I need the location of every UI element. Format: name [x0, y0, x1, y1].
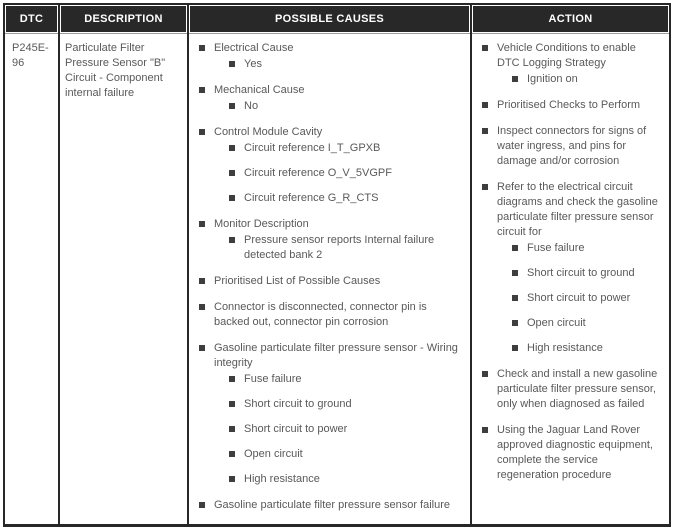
col-header-description: DESCRIPTION — [59, 4, 188, 33]
possible-cause-item — [199, 217, 460, 263]
action-item-text: Prioritised Checks to Perform — [497, 98, 641, 111]
possible-cause-subitem-text: Circuit reference G_R_CTS — [244, 191, 379, 204]
col-header-action: ACTION — [471, 4, 670, 33]
square-bullet-icon — [199, 278, 205, 284]
action-cell — [471, 33, 670, 525]
possible-cause-item — [199, 498, 460, 513]
possible-cause-subitem — [229, 233, 460, 263]
possible-cause-subitem — [229, 57, 460, 72]
possible-cause-subitem — [229, 141, 460, 156]
action-item-text: Refer to the electrical circuit diagrams and check the gasoline particulate filter pressure sensor circuit for — [497, 180, 658, 238]
square-bullet-icon — [229, 145, 235, 151]
possible-cause-subitem — [229, 166, 460, 181]
action-subitem-text: Short circuit to power — [527, 291, 631, 304]
action-sublist — [512, 72, 661, 87]
action-subitem-text: Short circuit to ground — [527, 266, 635, 279]
action-item-text: Inspect connectors for signs of water ingress, and pins for damage and/or corrosion — [497, 124, 647, 167]
square-bullet-icon — [512, 295, 518, 301]
square-bullet-icon — [482, 128, 488, 134]
action-item — [482, 367, 661, 412]
possible-cause-subitem-text: Fuse failure — [244, 372, 302, 385]
possible-cause-item-text: Monitor Description — [214, 217, 309, 230]
col-header-dtc: DTC — [4, 4, 59, 33]
possible-cause-subitem — [229, 397, 460, 412]
action-list — [482, 41, 661, 483]
possible-cause-subitem — [229, 99, 460, 114]
square-bullet-icon — [229, 237, 235, 243]
square-bullet-icon — [229, 451, 235, 457]
action-subitem-text: Fuse failure — [527, 241, 585, 254]
action-subitem — [512, 266, 661, 281]
square-bullet-icon — [512, 320, 518, 326]
square-bullet-icon — [482, 427, 488, 433]
square-bullet-icon — [512, 345, 518, 351]
possible-cause-item — [199, 41, 460, 72]
possible-cause-item-text: Prioritised List of Possible Causes — [214, 274, 381, 287]
action-subitem — [512, 291, 661, 306]
table-header-row — [4, 4, 670, 33]
possible-cause-sublist — [229, 57, 460, 72]
action-subitem-text: Ignition on — [527, 72, 578, 85]
square-bullet-icon — [482, 371, 488, 377]
possible-cause-sublist — [229, 99, 460, 114]
possible-cause-sublist — [229, 372, 460, 487]
action-item — [482, 124, 661, 169]
possible-causes-cell — [188, 33, 471, 525]
square-bullet-icon — [512, 270, 518, 276]
square-bullet-icon — [482, 45, 488, 51]
action-subitem-text: Open circuit — [527, 316, 586, 329]
action-item — [482, 98, 661, 113]
action-item-text: Using the Jaguar Land Rover approved diagnostic equipment, complete the service regeneration procedure — [497, 423, 653, 481]
dtc-table — [3, 3, 671, 527]
square-bullet-icon — [229, 426, 235, 432]
square-bullet-icon — [229, 376, 235, 382]
square-bullet-icon — [229, 195, 235, 201]
possible-cause-subitem-text: High resistance — [244, 472, 320, 485]
possible-cause-subitem-text: Yes — [244, 57, 262, 70]
possible-cause-item-text: Control Module Cavity — [214, 125, 323, 138]
action-item — [482, 423, 661, 483]
action-item-text: Check and install a new gasoline particulate filter pressure sensor, only when diagnosed as failed — [497, 367, 658, 410]
square-bullet-icon — [229, 61, 235, 67]
col-header-possible-causes: POSSIBLE CAUSES — [188, 4, 471, 33]
possible-cause-subitem — [229, 472, 460, 487]
square-bullet-icon — [482, 184, 488, 190]
possible-cause-item-text: Mechanical Cause — [214, 83, 305, 96]
possible-cause-item-text: Gasoline particulate filter pressure sensor failure — [214, 498, 451, 511]
square-bullet-icon — [199, 221, 205, 227]
action-item-text: Vehicle Conditions to enable DTC Logging Strategy — [497, 41, 636, 69]
possible-cause-item-text: Gasoline particulate filter pressure sensor - Wiring integrity — [214, 341, 458, 369]
possible-cause-item — [199, 125, 460, 206]
possible-cause-item-text: Connector is disconnected, connector pin is backed out, connector pin corrosion — [214, 300, 427, 328]
dtc-code: P245E-96 — [12, 41, 49, 69]
square-bullet-icon — [512, 76, 518, 82]
action-item — [482, 180, 661, 356]
possible-cause-subitem-text: No — [244, 99, 259, 112]
possible-cause-item — [199, 341, 460, 487]
description-cell — [59, 33, 188, 525]
action-sublist — [512, 241, 661, 356]
square-bullet-icon — [199, 87, 205, 93]
action-subitem — [512, 241, 661, 256]
square-bullet-icon — [229, 476, 235, 482]
possible-cause-sublist — [229, 141, 460, 206]
possible-cause-subitem — [229, 372, 460, 387]
action-subitem — [512, 316, 661, 331]
action-item — [482, 41, 661, 87]
square-bullet-icon — [512, 245, 518, 251]
possible-cause-subitem-text: Short circuit to ground — [244, 397, 352, 410]
possible-cause-subitem-text: Pressure sensor reports Internal failure detected bank 2 — [244, 233, 435, 261]
possible-cause-subitem-text: Short circuit to power — [244, 422, 348, 435]
square-bullet-icon — [199, 345, 205, 351]
square-bullet-icon — [482, 102, 488, 108]
square-bullet-icon — [199, 304, 205, 310]
possible-cause-subitem — [229, 422, 460, 437]
description-text: Particulate Filter Pressure Sensor "B" Circuit - Component internal failure — [65, 41, 166, 99]
dtc-cell — [4, 33, 59, 525]
action-subitem — [512, 72, 661, 87]
square-bullet-icon — [199, 502, 205, 508]
square-bullet-icon — [229, 401, 235, 407]
table-row — [4, 33, 670, 525]
possible-causes-list — [199, 41, 460, 513]
square-bullet-icon — [199, 45, 205, 51]
possible-cause-subitem — [229, 191, 460, 206]
possible-cause-item-text: Electrical Cause — [214, 41, 294, 54]
square-bullet-icon — [229, 103, 235, 109]
possible-cause-subitem — [229, 447, 460, 462]
possible-cause-subitem-text: Open circuit — [244, 447, 303, 460]
possible-cause-item — [199, 83, 460, 114]
possible-cause-subitem-text: Circuit reference I_T_GPXB — [244, 141, 381, 154]
possible-cause-item — [199, 274, 460, 289]
square-bullet-icon — [229, 170, 235, 176]
possible-cause-item — [199, 300, 460, 330]
square-bullet-icon — [199, 129, 205, 135]
possible-cause-subitem-text: Circuit reference O_V_5VGPF — [244, 166, 392, 179]
possible-cause-sublist — [229, 233, 460, 263]
action-subitem-text: High resistance — [527, 341, 603, 354]
action-subitem — [512, 341, 661, 356]
